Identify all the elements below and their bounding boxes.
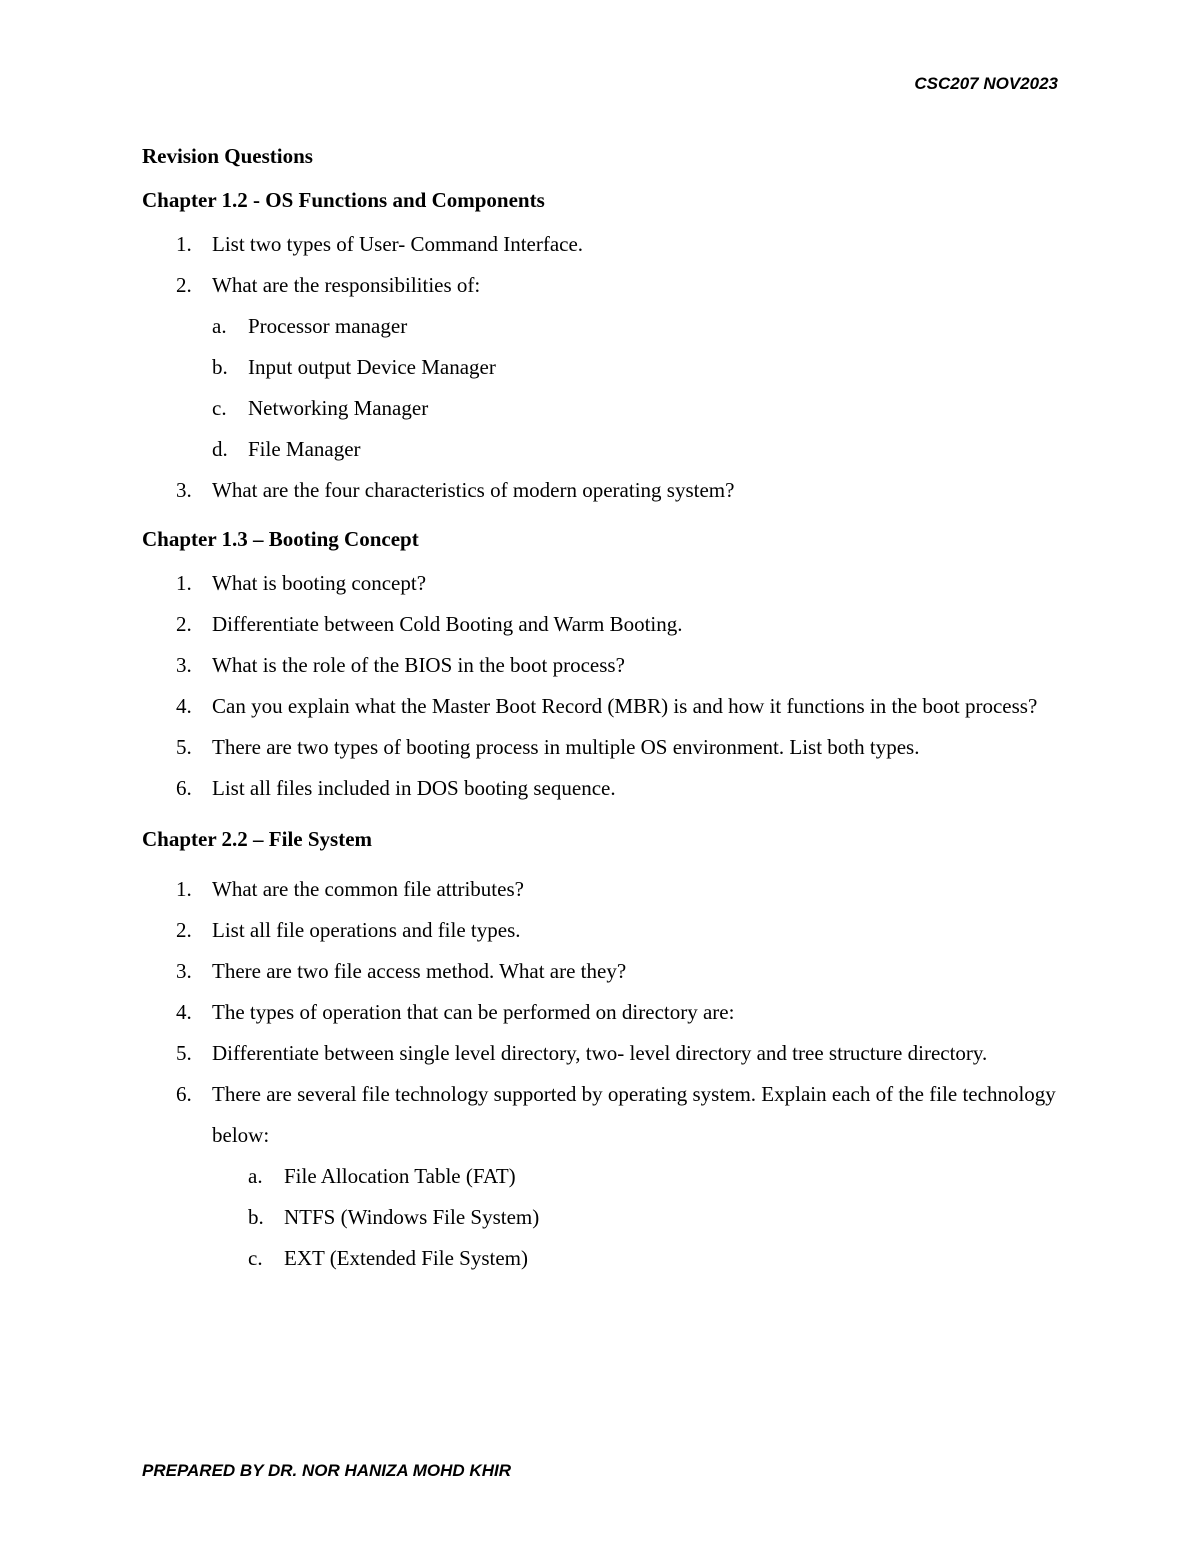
sub-question-list: [142, 1156, 1062, 1279]
question-number: 6.: [176, 776, 192, 800]
question-item: [142, 265, 1062, 306]
question-item: [142, 686, 1062, 727]
chapter-section: [142, 523, 1062, 809]
question-item: [142, 1074, 1062, 1156]
sub-question-item: [142, 388, 1062, 429]
sub-question-letter: a.: [212, 314, 227, 338]
question-number: 1.: [176, 232, 192, 256]
question-number: 6.: [176, 1082, 192, 1106]
page-footer-prepared-by: PREPARED BY DR. NOR HANIZA MOHD KHIR: [142, 1461, 511, 1480]
sub-question-item: [178, 1197, 1062, 1238]
document-title: Revision Questions: [142, 144, 313, 168]
question-number: 4.: [176, 1000, 192, 1024]
question-list: [142, 563, 1062, 809]
sub-question-item: [142, 347, 1062, 388]
question-item: [142, 951, 1062, 992]
question-text: What is the role of the BIOS in the boot process?: [212, 653, 625, 677]
question-number: 1.: [176, 571, 192, 595]
question-text: There are several file technology supported by operating system. Explain each of the file technology below:: [212, 1082, 1056, 1147]
question-text: What are the responsibilities of:: [212, 273, 481, 297]
question-item: [142, 727, 1062, 768]
chapter-heading: Chapter 2.2 – File System: [142, 827, 373, 851]
sub-question-text: Networking Manager: [248, 396, 429, 420]
chapter-section: [142, 823, 1062, 1279]
question-item: [142, 992, 1062, 1033]
question-text: What are the common file attributes?: [212, 877, 524, 901]
question-list: [142, 869, 1062, 1156]
sub-question-letter: c.: [248, 1246, 263, 1270]
question-list: [142, 224, 1062, 306]
sub-question-letter: d.: [212, 437, 228, 461]
question-item: [142, 910, 1062, 951]
question-item: [142, 470, 1062, 511]
sub-question-text: Input output Device Manager: [248, 355, 496, 379]
sub-question-item: [178, 1238, 1062, 1279]
page-header-course-code: CSC207 NOV2023: [914, 74, 1058, 93]
chapter-heading: Chapter 1.3 – Booting Concept: [142, 527, 419, 551]
sub-question-item: [142, 306, 1062, 347]
question-item: [142, 1033, 1062, 1074]
sub-question-letter: b.: [212, 355, 228, 379]
sub-question-item: [178, 1156, 1062, 1197]
question-item: [142, 645, 1062, 686]
question-number: 1.: [176, 877, 192, 901]
sub-question-text: File Manager: [248, 437, 361, 461]
question-item: [142, 224, 1062, 265]
question-text: What is booting concept?: [212, 571, 427, 595]
question-number: 2.: [176, 273, 192, 297]
sub-question-letter: b.: [248, 1205, 264, 1229]
question-item: [142, 563, 1062, 604]
question-text: List all file operations and file types.: [212, 918, 521, 942]
sub-question-list: [142, 306, 1062, 470]
question-item: [142, 768, 1062, 809]
question-number: 2.: [176, 918, 192, 942]
question-number: 2.: [176, 612, 192, 636]
question-text: What are the four characteristics of modern operating system?: [212, 478, 735, 502]
sub-question-letter: c.: [212, 396, 227, 420]
sub-question-text: NTFS (Windows File System): [284, 1205, 540, 1229]
question-number: 5.: [176, 1041, 192, 1065]
question-list: [142, 470, 1062, 511]
sub-question-text: File Allocation Table (FAT): [284, 1164, 516, 1188]
question-text: There are two file access method. What are they?: [212, 959, 627, 983]
question-number: 4.: [176, 694, 192, 718]
question-text: List all files included in DOS booting sequence.: [212, 776, 616, 800]
question-number: 5.: [176, 735, 192, 759]
sub-question-item: [142, 429, 1062, 470]
question-item: [142, 869, 1062, 910]
question-text: There are two types of booting process in multiple OS environment. List both types.: [212, 735, 920, 759]
sub-question-letter: a.: [248, 1164, 263, 1188]
question-item: [142, 604, 1062, 645]
question-text: The types of operation that can be performed on directory are:: [212, 1000, 735, 1024]
sub-question-text: EXT (Extended File System): [284, 1246, 528, 1270]
chapter-section: [142, 184, 1062, 511]
question-text: Can you explain what the Master Boot Record (MBR) is and how it functions in the boot process?: [212, 694, 1038, 718]
question-text: Differentiate between single level directory, two- level directory and tree structure directory.: [212, 1041, 988, 1065]
chapter-heading: Chapter 1.2 - OS Functions and Components: [142, 188, 545, 212]
sub-question-text: Processor manager: [248, 314, 408, 338]
question-number: 3.: [176, 653, 192, 677]
question-text: List two types of User- Command Interface.: [212, 232, 584, 256]
question-number: 3.: [176, 959, 192, 983]
question-number: 3.: [176, 478, 192, 502]
question-text: Differentiate between Cold Booting and Warm Booting.: [212, 612, 683, 636]
document-body: [142, 140, 1062, 1279]
